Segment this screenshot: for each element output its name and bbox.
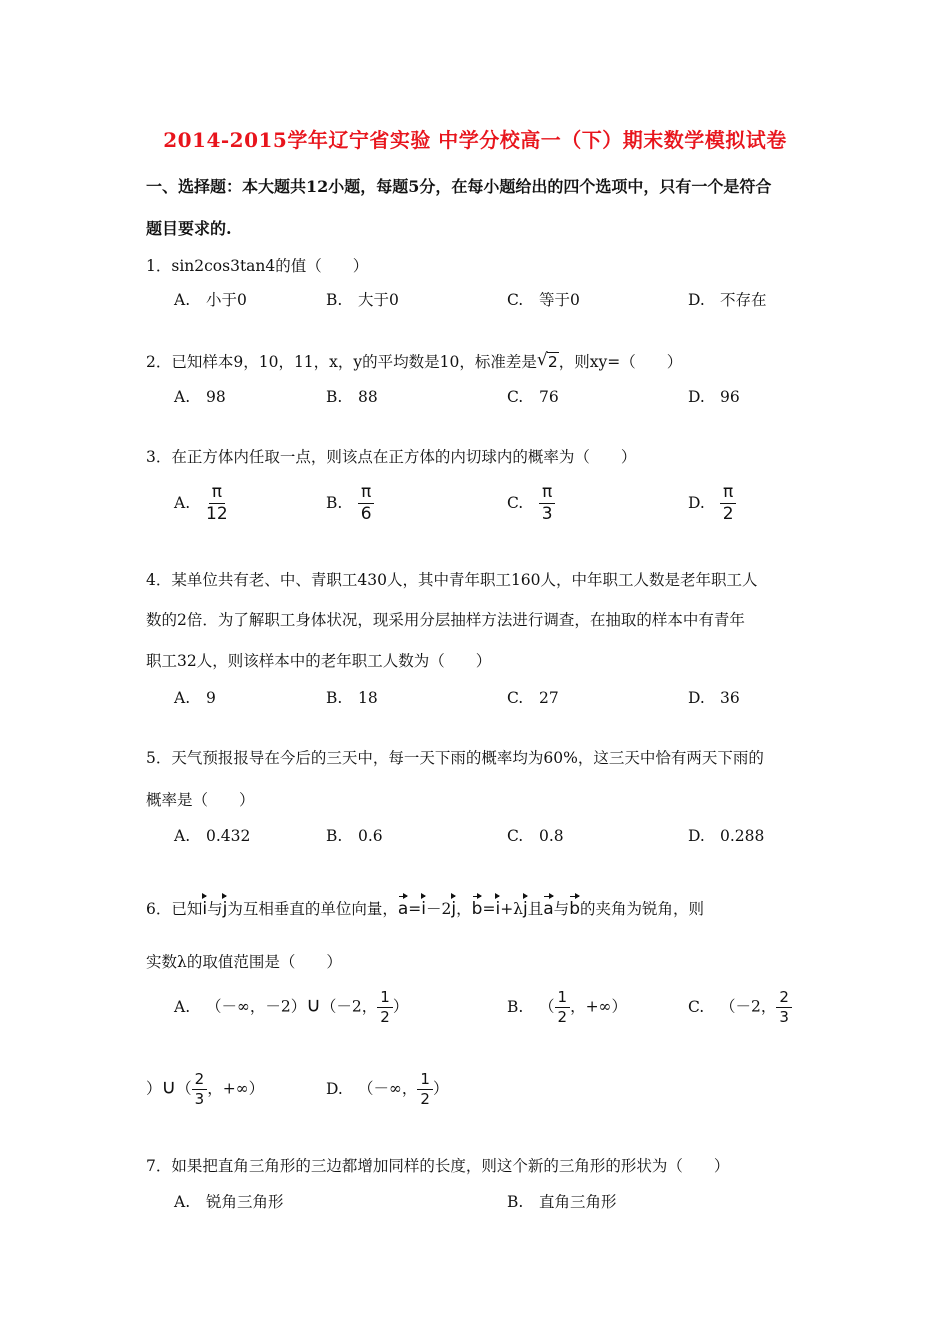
denominator: 3 <box>779 1008 789 1026</box>
vector-b: b <box>471 899 483 919</box>
question-6-line2: 实数λ的取值范围是（ ） <box>146 953 342 971</box>
q6-text: 的夹角为锐角，则 <box>579 900 704 918</box>
square-root <box>537 352 559 372</box>
q6-text: +λ <box>500 900 523 918</box>
option-label: A. <box>174 493 191 512</box>
option-text: ，+∞） <box>570 997 627 1016</box>
option-text: （－∞， <box>358 1079 418 1098</box>
option-label: A. <box>174 388 191 406</box>
vector-a: a <box>397 899 409 919</box>
q5-option-d <box>688 826 764 846</box>
option-label: A. <box>174 827 191 845</box>
q6-text: 与 <box>207 900 223 918</box>
option-text: 36 <box>720 689 740 707</box>
option-text: 不存在 <box>720 291 767 309</box>
q5-option-a <box>174 826 250 846</box>
question-5-line2: 概率是（ ） <box>146 791 255 809</box>
option-text: 88 <box>358 388 378 406</box>
vector-i: i <box>421 899 427 919</box>
question-6-line1 <box>146 899 704 919</box>
numerator: π <box>539 484 555 504</box>
option-text: 96 <box>720 388 740 406</box>
question-4-line3: 职工32人，则该样本中的老年职工人数为（ ） <box>146 652 492 670</box>
denominator: 2 <box>722 504 734 524</box>
option-label: C. <box>507 689 524 707</box>
option-text: 等于0 <box>539 291 580 309</box>
vector-j: j <box>523 899 528 919</box>
option-text: ） <box>432 1079 449 1098</box>
option-text: ） <box>392 997 409 1016</box>
option-label: B. <box>326 827 343 845</box>
option-text: 0.6 <box>358 827 383 845</box>
fraction <box>720 484 736 523</box>
option-text: ，+∞） <box>207 1079 265 1098</box>
option-label: A. <box>174 689 191 707</box>
question-3-stem: 3．在正方体内任取一点，则该点在正方体的内切球内的概率为（ ） <box>146 448 637 466</box>
option-text: ） <box>146 1079 162 1098</box>
q6-option-d <box>326 1072 448 1107</box>
q2-stem-part2: ，则xy=（ ） <box>558 353 683 371</box>
numerator: 2 <box>192 1072 208 1090</box>
q1-option-b <box>326 290 399 310</box>
denominator: 3 <box>194 1090 205 1108</box>
option-text: 9 <box>206 689 216 707</box>
option-label: D. <box>688 388 705 406</box>
option-label: C. <box>507 388 524 406</box>
option-label: D. <box>326 1079 343 1098</box>
denominator: 2 <box>557 1008 568 1026</box>
q7-option-a <box>174 1192 284 1212</box>
question-1-stem: 1．sin2cos3tan4的值（ ） <box>146 257 369 275</box>
question-5-line1: 5．天气预报报导在今后的三天中，每一天下雨的概率均为60%，这三天中恰有两天下雨的 <box>146 749 764 767</box>
vector-i: i <box>202 899 208 919</box>
q6-text: 6．已知 <box>146 900 203 918</box>
option-text: 98 <box>206 388 226 406</box>
option-label: D. <box>688 291 705 309</box>
fraction <box>417 1072 433 1107</box>
option-text: 76 <box>539 388 559 406</box>
fraction <box>377 990 393 1025</box>
q2-option-d <box>688 387 740 407</box>
option-text: （－2， <box>320 997 378 1016</box>
vector-j: j <box>451 899 457 919</box>
denominator: 6 <box>360 504 372 524</box>
q2-option-a <box>174 387 226 407</box>
radical-sign-icon: √ <box>536 350 548 370</box>
option-text: 0.8 <box>539 827 564 845</box>
union-symbol: ∪ <box>161 1074 177 1099</box>
q2-stem-part1: 2．已知样本9，10，11，x，y的平均数是10，标准差是 <box>146 353 537 371</box>
option-label: B. <box>326 388 343 406</box>
denominator: 12 <box>206 504 228 524</box>
option-text: 0.432 <box>206 827 251 845</box>
q6-option-c <box>688 990 792 1025</box>
q6-option-a <box>174 990 408 1025</box>
option-text: 锐角三角形 <box>206 1193 284 1211</box>
radicand: 2 <box>547 353 558 371</box>
vector-b: b <box>569 899 580 919</box>
section-heading-line2: 题目要求的. <box>146 219 232 238</box>
q6-text: = <box>408 900 422 918</box>
numerator: π <box>358 484 374 504</box>
option-label: B. <box>326 291 343 309</box>
option-label: C. <box>507 493 524 512</box>
option-label: D. <box>688 827 705 845</box>
q4-option-d <box>688 688 740 708</box>
page-title: 2014-2015学年辽宁省实验 中学分校高一（下）期末数学模拟试卷 <box>163 128 787 152</box>
vector-a: a <box>543 899 554 919</box>
q4-option-a <box>174 688 216 708</box>
q6-text: 且 <box>527 900 544 918</box>
option-text: 18 <box>358 689 378 707</box>
denominator: 3 <box>541 504 553 524</box>
vector-i: i <box>495 899 501 919</box>
option-label: B. <box>326 493 343 512</box>
option-label: B. <box>507 997 524 1016</box>
option-text: （－2， <box>720 997 777 1016</box>
option-label: A. <box>174 291 191 309</box>
q3-option-a <box>174 484 228 523</box>
option-text: （－∞，－2） <box>206 997 307 1016</box>
q6-text: ， <box>456 900 472 918</box>
q3-option-b <box>326 484 374 523</box>
numerator: π <box>209 484 225 504</box>
q1-option-d <box>688 290 767 310</box>
fraction <box>555 990 571 1025</box>
fraction <box>776 990 792 1025</box>
option-text: （ <box>176 1079 192 1098</box>
q3-option-d <box>688 484 736 523</box>
numerator: 1 <box>377 990 393 1008</box>
question-2-stem <box>146 352 682 372</box>
q1-option-c <box>507 290 580 310</box>
denominator: 2 <box>420 1090 430 1108</box>
fraction <box>192 1072 208 1107</box>
option-label: D. <box>688 493 705 512</box>
numerator: 1 <box>555 990 571 1008</box>
question-7-stem: 7．如果把直角三角形的三边都增加同样的长度，则这个新的三角形的形状为（ ） <box>146 1157 730 1175</box>
option-label: C. <box>507 291 524 309</box>
q4-option-c <box>507 688 559 708</box>
q6-text: = <box>482 900 496 918</box>
union-symbol: ∪ <box>306 992 321 1017</box>
option-text: 0.288 <box>720 827 765 845</box>
q3-option-c <box>507 484 555 523</box>
option-text: 直角三角形 <box>539 1193 617 1211</box>
option-label: B. <box>326 689 343 707</box>
option-text: （ <box>539 997 555 1016</box>
q7-option-b <box>507 1192 617 1212</box>
option-text: 大于0 <box>358 291 399 309</box>
option-text: 小于0 <box>206 291 247 309</box>
q6-option-c-continued <box>146 1072 264 1107</box>
option-label: C. <box>688 997 705 1016</box>
section-heading-line1: 一、选择题：本大题共12小题，每题5分，在每小题给出的四个选项中，只有一个是符合 <box>146 177 772 196</box>
option-label: A. <box>174 1193 191 1211</box>
q6-text: －2 <box>426 900 452 918</box>
q1-option-a <box>174 290 247 310</box>
q5-option-c <box>507 826 564 846</box>
vector-j: j <box>222 899 228 919</box>
option-label: A. <box>174 997 191 1016</box>
q6-text: 与 <box>553 900 570 918</box>
q5-option-b <box>326 826 383 846</box>
fraction <box>539 484 555 523</box>
question-4-line2: 数的2倍．为了解职工身体状况，现采用分层抽样方法进行调查，在抽取的样本中有青年 <box>146 611 745 629</box>
q4-option-b <box>326 688 378 708</box>
option-label: D. <box>688 689 705 707</box>
denominator: 2 <box>380 1008 390 1026</box>
numerator: 2 <box>776 990 792 1008</box>
numerator: 1 <box>417 1072 433 1090</box>
option-label: B. <box>507 1193 524 1211</box>
fraction <box>206 484 228 523</box>
numerator: π <box>720 484 736 504</box>
option-label: C. <box>507 827 524 845</box>
option-text: 27 <box>539 689 559 707</box>
fraction <box>358 484 374 523</box>
q6-option-b <box>507 990 627 1025</box>
question-4-line1: 4．某单位共有老、中、青职工430人，其中青年职工160人，中年职工人数是老年职工人 <box>146 571 758 589</box>
q2-option-b <box>326 387 378 407</box>
q6-text: 为互相垂直的单位向量， <box>227 900 398 918</box>
q2-option-c <box>507 387 559 407</box>
